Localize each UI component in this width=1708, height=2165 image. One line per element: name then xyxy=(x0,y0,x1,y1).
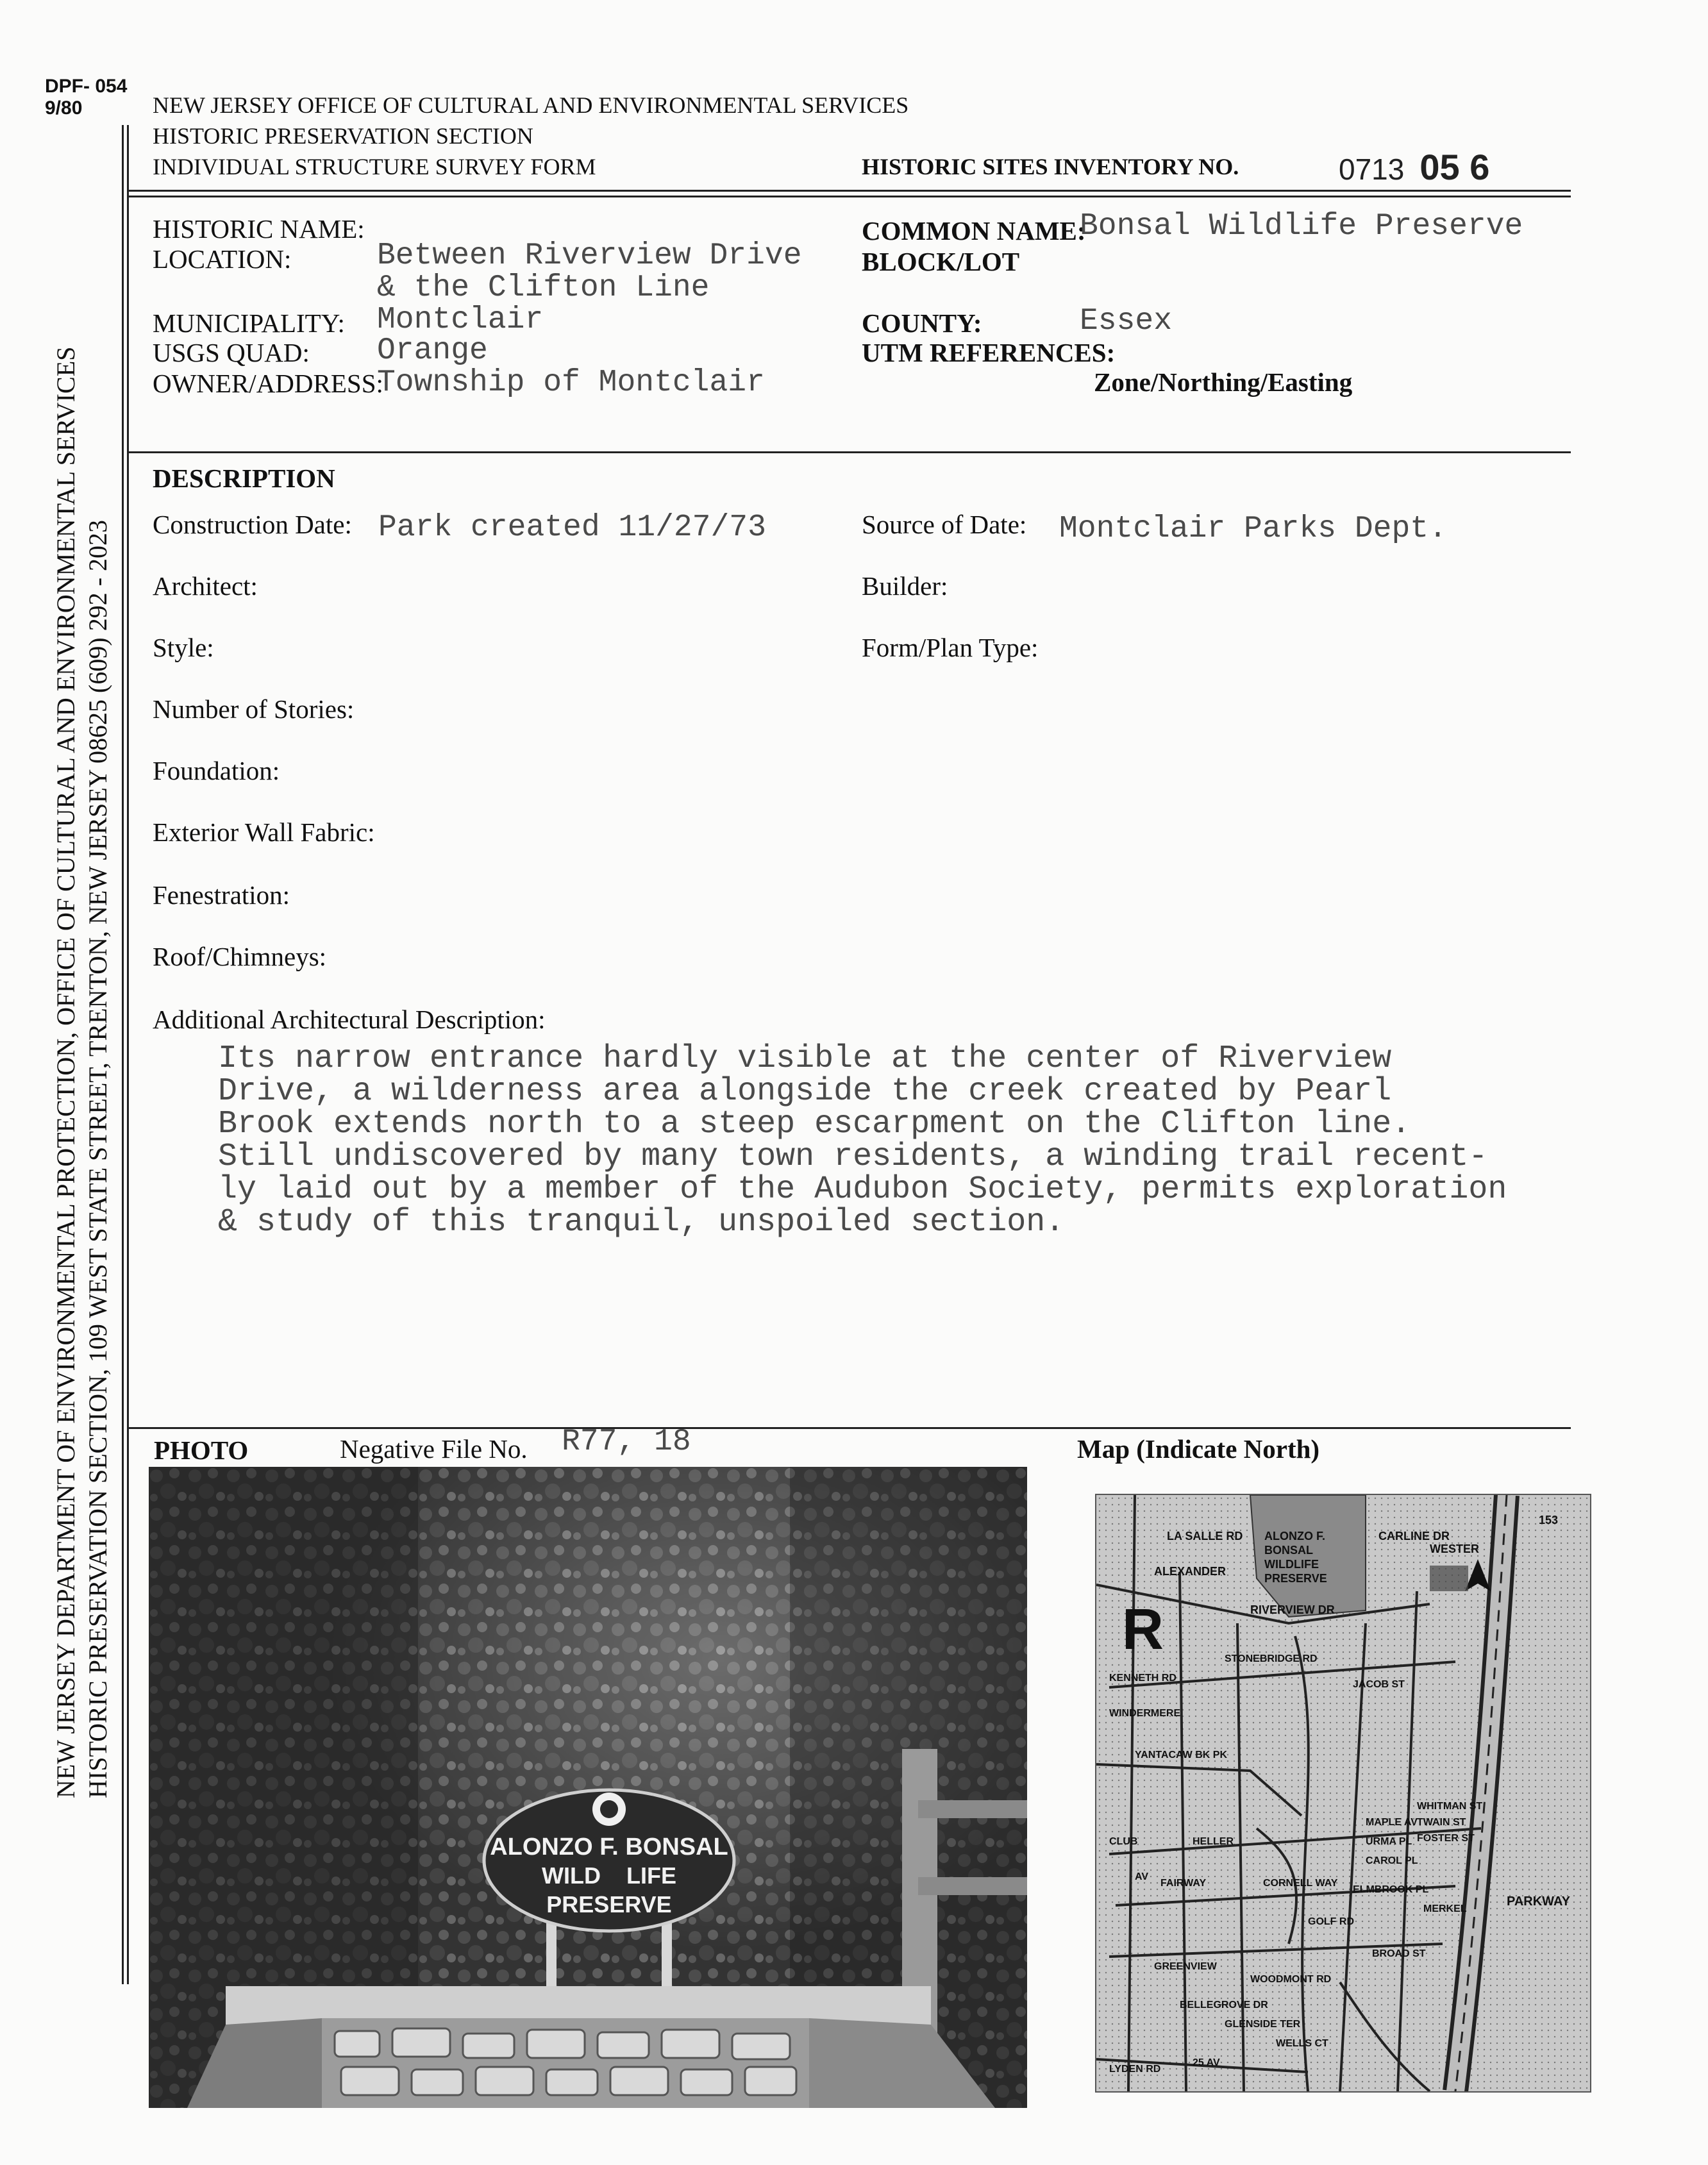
sign-text-line-2: WILD LIFE xyxy=(542,1862,676,1889)
map-street-label: MERKEL xyxy=(1423,1903,1467,1914)
utm-references-label: UTM REFERENCES: xyxy=(862,338,1116,367)
description-line: Drive, a wilderness area alongside the creek created by Pearl xyxy=(218,1073,1392,1110)
common-name-value: Bonsal Wildlife Preserve xyxy=(1080,209,1523,244)
usgs-quad-value: Orange xyxy=(377,333,488,368)
description-line: Brook extends north to a steep escarpment on the Clifton line. xyxy=(218,1106,1411,1142)
map-street-label: CARLINE DR xyxy=(1378,1530,1450,1542)
description-heading: DESCRIPTION xyxy=(153,464,335,493)
county-label: COUNTY: xyxy=(862,308,982,338)
sidebar-line-1: NEW JERSEY DEPARTMENT OF ENVIRONMENTAL PROTECTION, OFFICE OF CULTURAL AND ENVIRONMENTAL SERVICES xyxy=(51,346,80,1798)
map-street-label: MAPLE AV xyxy=(1366,1817,1418,1828)
map-preserve-label-1: ALONZO F. xyxy=(1264,1530,1325,1542)
builder-label: Builder: xyxy=(862,571,948,601)
sign-text-line-1: ALONZO F. BONSAL xyxy=(490,1834,728,1860)
map-route-marker: 153 xyxy=(1539,1514,1559,1526)
map-street-label: CLUB xyxy=(1109,1836,1138,1847)
negative-file-label: Negative File No. xyxy=(340,1434,528,1464)
common-name-label: COMMON NAME: xyxy=(862,216,1086,246)
construction-date-value: Park created 11/27/73 xyxy=(378,510,766,545)
map-street-label: LA SALLE RD xyxy=(1167,1530,1243,1542)
architect-label: Architect: xyxy=(153,571,258,601)
header-section: HISTORIC PRESERVATION SECTION xyxy=(153,123,533,149)
left-border-inner xyxy=(127,125,129,1984)
map-street-label: GREENVIEW xyxy=(1154,1961,1217,1972)
sign-text-line-3: PRESERVE xyxy=(546,1891,672,1918)
county-value: Essex xyxy=(1080,304,1173,339)
map-grid-letter: R xyxy=(1122,1598,1164,1662)
map-street-label: ELMBROOK PL xyxy=(1353,1884,1429,1895)
map-street-label: TWAIN ST xyxy=(1417,1817,1466,1828)
map-street-label: GLENSIDE TER xyxy=(1225,2019,1301,2030)
location-map xyxy=(1095,1494,1591,2093)
map-street-label: WINDERMERE xyxy=(1109,1708,1181,1719)
form-code-date: 9/80 xyxy=(45,97,83,119)
inventory-suffix: 05 6 xyxy=(1419,147,1490,187)
sidebar-agency-text xyxy=(50,347,114,1798)
map-street-label: BROAD ST xyxy=(1372,1948,1426,1959)
map-street-label: GOLF RD xyxy=(1308,1916,1354,1927)
map-street-label: LYDEN RD xyxy=(1109,2064,1161,2075)
construction-date-label: Construction Date: xyxy=(153,510,352,539)
sidebar-line-2: HISTORIC PRESERVATION SECTION, 109 WEST STATE STREET, TRENTON, NEW JERSEY 08625 (609) 292 - 2023 xyxy=(83,519,112,1798)
photo-label: PHOTO xyxy=(154,1435,249,1465)
map-label: Map (Indicate North) xyxy=(1077,1434,1320,1464)
map-preserve-label-4: PRESERVE xyxy=(1264,1572,1327,1585)
section-rule-photo xyxy=(127,1427,1571,1429)
description-line: Still undiscovered by many town residents, a winding trail recent- xyxy=(218,1139,1488,1175)
inventory-prefix: 0713 xyxy=(1339,153,1405,186)
left-border-outer xyxy=(122,125,124,1984)
section-rule-description xyxy=(127,451,1571,453)
map-street-label: CAROL PL xyxy=(1366,1855,1418,1866)
map-street-label: WELLS CT xyxy=(1276,2038,1328,2049)
location-label: LOCATION: xyxy=(153,244,292,274)
description-line: Its narrow entrance hardly visible at the center of Riverview xyxy=(218,1041,1392,1077)
map-preserve-label-3: WILDLIFE xyxy=(1264,1558,1319,1571)
historic-name-label: HISTORIC NAME: xyxy=(153,214,365,244)
map-image xyxy=(1096,1495,1590,2091)
map-street-label: STONEBRIDGE RD xyxy=(1225,1653,1318,1664)
number-of-stories-label: Number of Stories: xyxy=(153,694,355,724)
map-street-label: ALEXANDER xyxy=(1154,1565,1227,1578)
map-street-label: PARKWAY xyxy=(1507,1894,1570,1909)
location-value-line-1: Between Riverview Drive xyxy=(377,238,802,273)
map-street-label: RIVERVIEW DR xyxy=(1250,1603,1335,1616)
map-street-label: 25 AV xyxy=(1193,2057,1220,2068)
location-value-line-2: & the Clifton Line xyxy=(377,271,710,305)
map-street-label: YANTACAW BK PK xyxy=(1135,1750,1228,1760)
map-street-label: KENNETH RD xyxy=(1109,1673,1176,1684)
foundation-label: Foundation: xyxy=(153,756,280,785)
map-street-label: WESTER xyxy=(1430,1542,1480,1555)
map-street-label: JACOB ST xyxy=(1353,1679,1405,1690)
negative-file-value: R77, 18 xyxy=(562,1425,691,1459)
exterior-wall-fabric-label: Exterior Wall Fabric: xyxy=(153,817,375,847)
owner-address-label: OWNER/ADDRESS: xyxy=(153,369,383,398)
source-of-date-value: Montclair Parks Dept. xyxy=(1059,512,1447,546)
header-rule-2 xyxy=(127,196,1571,197)
map-street-label: FAIRWAY xyxy=(1160,1878,1207,1889)
header-rule-1 xyxy=(127,190,1571,192)
header-form-title: INDIVIDUAL STRUCTURE SURVEY FORM xyxy=(153,154,596,180)
municipality-label: MUNICIPALITY: xyxy=(153,308,345,338)
municipality-value: Montclair xyxy=(377,303,544,337)
map-street-label: WOODMONT RD xyxy=(1250,1974,1332,1985)
photo-image xyxy=(149,1467,1027,2108)
style-label: Style: xyxy=(153,633,214,662)
map-street-label: HELLER xyxy=(1193,1836,1234,1847)
roof-chimneys-label: Roof/Chimneys: xyxy=(153,942,327,971)
utm-sub-label: Zone/Northing/Easting xyxy=(1094,367,1353,397)
map-street-label: AV xyxy=(1135,1871,1149,1882)
form-code-number: DPF- 054 xyxy=(45,76,128,97)
map-street-label: BELLEGROVE DR xyxy=(1180,2000,1268,2010)
map-street-label: FOSTER ST xyxy=(1417,1833,1475,1844)
form-plan-type-label: Form/Plan Type: xyxy=(862,633,1039,662)
map-preserve-label-2: BONSAL xyxy=(1264,1544,1313,1557)
inventory-label: HISTORIC SITES INVENTORY NO. xyxy=(862,154,1239,180)
block-lot-label: BLOCK/LOT xyxy=(862,247,1020,276)
map-street-label: URMA PL xyxy=(1366,1836,1412,1847)
map-street-label: CORNELL WAY xyxy=(1263,1878,1338,1889)
additional-description-text xyxy=(218,1042,1507,1239)
form-header xyxy=(153,90,908,182)
additional-description-label: Additional Architectural Description: xyxy=(153,1005,546,1034)
form-code xyxy=(45,76,127,119)
description-line: & study of this tranquil, unspoiled section. xyxy=(218,1204,1065,1241)
fenestration-label: Fenestration: xyxy=(153,880,290,910)
inventory-number xyxy=(1339,146,1489,188)
map-street-label: WHITMAN ST xyxy=(1417,1801,1483,1812)
owner-address-value: Township of Montclair xyxy=(377,365,765,400)
source-of-date-label: Source of Date: xyxy=(862,510,1027,539)
usgs-quad-label: USGS QUAD: xyxy=(153,338,310,367)
description-line: ly laid out by a member of the Audubon Society, permits exploration xyxy=(218,1171,1507,1208)
site-photo xyxy=(149,1467,1027,2108)
header-agency: NEW JERSEY OFFICE OF CULTURAL AND ENVIRONMENTAL SERVICES xyxy=(153,92,909,118)
